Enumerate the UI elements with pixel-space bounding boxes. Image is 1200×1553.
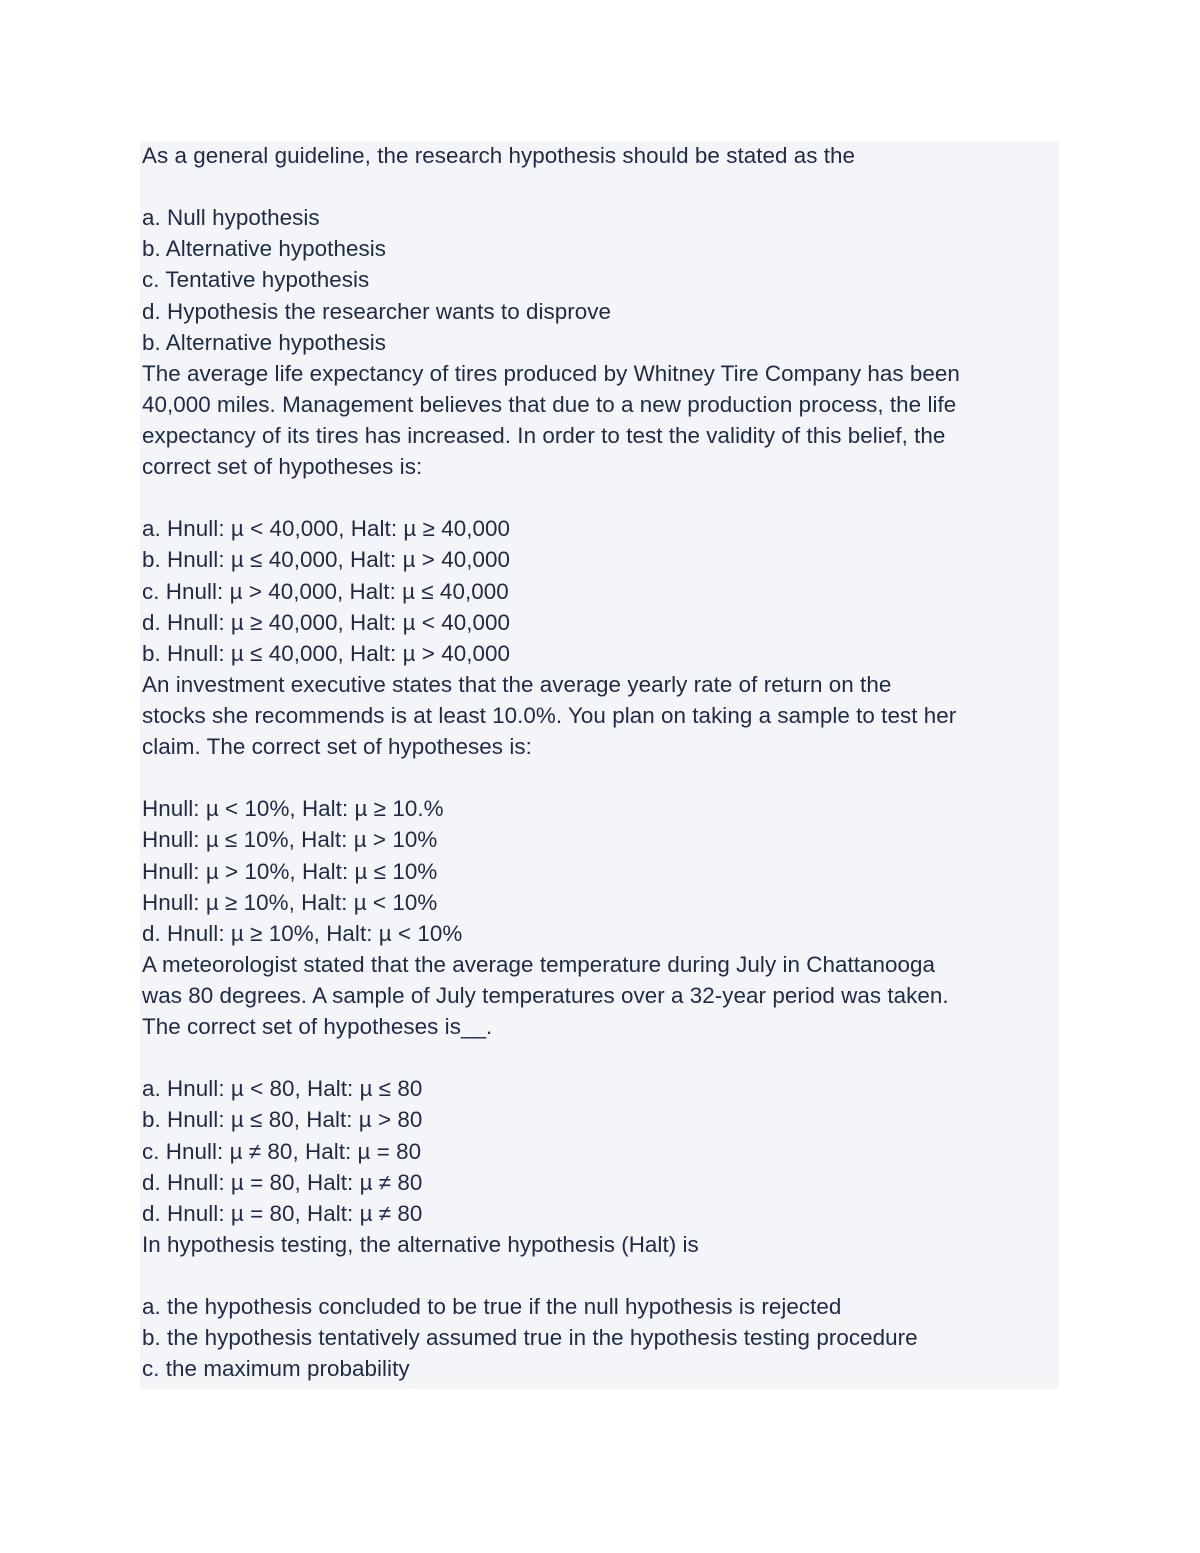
- question-1-option-b: b. Alternative hypothesis: [142, 236, 386, 262]
- question-1-option-c: c. Tentative hypothesis: [142, 267, 370, 293]
- blank-line: [142, 482, 1058, 513]
- question-4-option-c: c. Hnull: µ ≠ 80, Halt: µ = 80: [142, 1138, 422, 1164]
- question-4-option-d: d. Hnull: µ = 80, Halt: µ ≠ 80: [142, 1169, 423, 1195]
- question-3-option-1: Hnull: µ < 10%, Halt: µ ≥ 10.%: [142, 796, 444, 822]
- question-5-option-c: c. the maximum probability: [142, 1356, 410, 1382]
- question-2-stem-line-2: 40,000 miles. Management believes that due to a new production process, the life: [142, 391, 957, 417]
- question-5-stem-line-1: In hypothesis testing, the alternative hypothesis (Halt) is: [142, 1231, 699, 1257]
- question-2-option-d: d. Hnull: µ ≥ 40,000, Halt: µ < 40,000: [142, 609, 510, 635]
- question-3-stem-line-1: An investment executive states that the average yearly rate of return on the: [142, 671, 892, 697]
- question-3-answer: d. Hnull: µ ≥ 10%, Halt: µ < 10%: [142, 920, 463, 946]
- question-2-option-c: c. Hnull: µ > 40,000, Halt: µ ≤ 40,000: [142, 578, 509, 604]
- question-4-stem-line-1: A meteorologist stated that the average temperature during July in Chattanooga: [142, 951, 936, 977]
- question-1-option-d: d. Hypothesis the researcher wants to disprove: [142, 298, 612, 324]
- question-2-answer: b. Hnull: µ ≤ 40,000, Halt: µ > 40,000: [142, 640, 510, 666]
- question-5-option-a: a. the hypothesis concluded to be true if the null hypothesis is rejected: [142, 1294, 842, 1320]
- question-4-answer: d. Hnull: µ = 80, Halt: µ ≠ 80: [142, 1200, 423, 1226]
- blank-line: [142, 1260, 1058, 1291]
- question-1-stem-line-1: As a general guideline, the research hypothesis should be stated as the: [142, 143, 856, 168]
- document-text: [142, 140, 1058, 1384]
- question-3-option-4: Hnull: µ ≥ 10%, Halt: µ < 10%: [142, 889, 438, 915]
- blank-line: [142, 1042, 1058, 1073]
- question-3-stem-line-3: claim. The correct set of hypotheses is:: [142, 734, 532, 760]
- question-4-option-b: b. Hnull: µ ≤ 80, Halt: µ > 80: [142, 1107, 423, 1133]
- question-4-stem-line-2: was 80 degrees. A sample of July temperatures over a 32-year period was taken.: [142, 982, 949, 1008]
- question-1-option-a: a. Null hypothesis: [142, 205, 320, 231]
- question-2-stem-line-1: The average life expectancy of tires produced by Whitney Tire Company has been: [142, 360, 960, 386]
- question-2-option-b: b. Hnull: µ ≤ 40,000, Halt: µ > 40,000: [142, 547, 510, 573]
- question-1-answer: b. Alternative hypothesis: [142, 329, 386, 355]
- question-3-option-2: Hnull: µ ≤ 10%, Halt: µ > 10%: [142, 827, 438, 853]
- question-3-stem-line-2: stocks she recommends is at least 10.0%. You plan on taking a sample to test her: [142, 702, 957, 728]
- blank-line: [142, 171, 1058, 202]
- question-2-option-a: a. Hnull: µ < 40,000, Halt: µ ≥ 40,000: [142, 516, 510, 542]
- question-2-stem-line-3: expectancy of its tires has increased. In order to test the validity of this belief, the: [142, 422, 946, 448]
- question-3-option-3: Hnull: µ > 10%, Halt: µ ≤ 10%: [142, 858, 438, 884]
- blank-line: [142, 762, 1058, 793]
- question-2-stem-line-4: correct set of hypotheses is:: [142, 454, 423, 480]
- question-4-option-a: a. Hnull: µ < 80, Halt: µ ≤ 80: [142, 1076, 423, 1102]
- question-4-stem-line-3: The correct set of hypotheses is__.: [142, 1014, 493, 1040]
- question-5-option-b: b. the hypothesis tentatively assumed true in the hypothesis testing procedure: [142, 1325, 918, 1351]
